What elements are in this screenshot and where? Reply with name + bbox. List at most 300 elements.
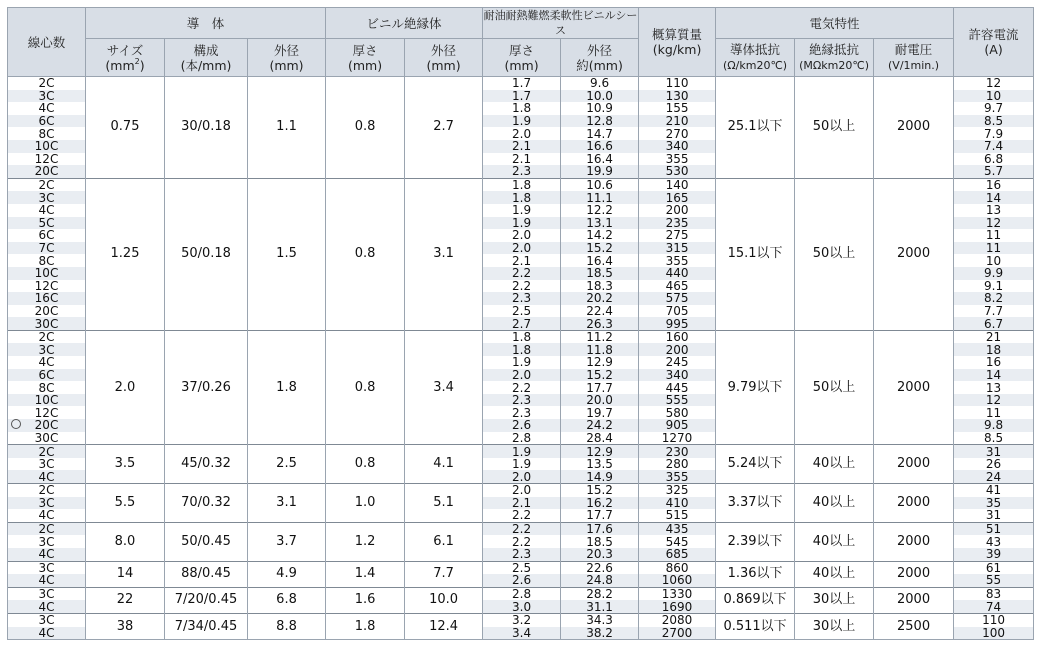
header-ins-thick xyxy=(326,39,405,77)
cell-sh-thick: 2.1 xyxy=(483,254,561,267)
cell-sh-od: 34.3 xyxy=(561,613,639,626)
cell-ins-thick: 1.4 xyxy=(326,561,405,587)
table-row xyxy=(8,77,1034,90)
cell-resistance: 1.36以下 xyxy=(716,561,795,587)
cell-cores: 4C xyxy=(8,548,86,561)
cell-ins-thick: 1.2 xyxy=(326,522,405,561)
cell-weight: 160 xyxy=(639,330,716,343)
cell-weight: 1690 xyxy=(639,600,716,613)
cell-sh-od: 13.5 xyxy=(561,458,639,471)
cell-current: 35 xyxy=(954,497,1034,510)
cell-sh-od: 12.8 xyxy=(561,115,639,128)
cell-cores: 16C xyxy=(8,292,86,305)
cell-sh-od: 28.4 xyxy=(561,432,639,445)
cell-voltage: 2000 xyxy=(874,561,954,587)
circle-mark-icon xyxy=(11,419,21,429)
cell-current: 9.7 xyxy=(954,102,1034,115)
cell-sh-od: 12.2 xyxy=(561,204,639,217)
cell-sh-od: 14.2 xyxy=(561,229,639,242)
cell-ins-od: 3.1 xyxy=(405,178,483,330)
cell-current: 16 xyxy=(954,178,1034,191)
cell-sh-thick: 1.8 xyxy=(483,178,561,191)
cell-sh-thick: 2.1 xyxy=(483,153,561,166)
cell-current: 110 xyxy=(954,613,1034,626)
cell-sh-thick: 2.0 xyxy=(483,484,561,497)
cell-sh-thick: 3.4 xyxy=(483,627,561,640)
cell-cores: 20C xyxy=(8,305,86,318)
header-cond-od xyxy=(248,39,326,77)
cell-sh-od: 15.2 xyxy=(561,369,639,382)
cell-construction: 37/0.26 xyxy=(165,330,248,444)
cell-cores: 10C xyxy=(8,394,86,407)
cell-current: 12 xyxy=(954,394,1034,407)
cell-current: 7.4 xyxy=(954,140,1034,153)
header-size-label: サイズ xyxy=(106,42,144,58)
cell-sh-thick: 2.7 xyxy=(483,317,561,330)
header-size-close: ) xyxy=(139,57,145,73)
cell-sh-thick: 2.3 xyxy=(483,406,561,419)
cell-insulation-res: 40以上 xyxy=(795,445,874,484)
header-electrical: 電気特性 xyxy=(716,8,954,39)
cell-sh-thick: 2.0 xyxy=(483,229,561,242)
header-current xyxy=(954,8,1034,77)
cell-current: 31 xyxy=(954,509,1034,522)
cell-weight: 410 xyxy=(639,497,716,510)
cell-current: 6.7 xyxy=(954,317,1034,330)
cell-voltage: 2000 xyxy=(874,522,954,561)
cell-sh-thick: 2.2 xyxy=(483,267,561,280)
cell-weight: 465 xyxy=(639,280,716,293)
cell-size: 8.0 xyxy=(86,522,165,561)
cell-voltage: 2000 xyxy=(874,445,954,484)
cell-sh-od: 16.6 xyxy=(561,140,639,153)
cell-current: 24 xyxy=(954,470,1034,483)
header-resistance-unit: (Ω/km20℃) xyxy=(722,59,788,72)
cell-cores: 6C xyxy=(8,229,86,242)
cell-weight: 435 xyxy=(639,522,716,535)
cell-cores: 12C xyxy=(8,153,86,166)
header-sh-thick-unit: (mm) xyxy=(504,57,539,73)
cell-cores: 2C xyxy=(8,178,86,191)
header-resistance xyxy=(716,39,795,77)
cell-sh-od: 20.3 xyxy=(561,548,639,561)
cell-weight: 155 xyxy=(639,102,716,115)
cell-ins-od: 10.0 xyxy=(405,587,483,613)
cell-size: 0.75 xyxy=(86,77,165,179)
cell-size: 14 xyxy=(86,561,165,587)
cell-current: 31 xyxy=(954,445,1034,458)
cell-sh-od: 11.1 xyxy=(561,191,639,204)
cell-weight: 340 xyxy=(639,369,716,382)
cell-current: 10 xyxy=(954,254,1034,267)
cell-weight: 705 xyxy=(639,305,716,318)
cell-cores: 3C xyxy=(8,90,86,103)
cell-weight: 1060 xyxy=(639,574,716,587)
cell-weight: 575 xyxy=(639,292,716,305)
cell-cores: 8C xyxy=(8,127,86,140)
table-row xyxy=(8,522,1034,535)
cell-cores: 4C xyxy=(8,102,86,115)
cell-weight: 2080 xyxy=(639,613,716,626)
cell-current: 11 xyxy=(954,229,1034,242)
cell-ins-thick: 0.8 xyxy=(326,178,405,330)
cell-current: 39 xyxy=(954,548,1034,561)
header-resistance-label: 導体抵抗 xyxy=(730,42,781,57)
cell-cond-od: 1.5 xyxy=(248,178,326,330)
header-conductor: 導 体 xyxy=(86,8,326,39)
cell-sh-thick: 3.2 xyxy=(483,613,561,626)
cell-ins-od: 5.1 xyxy=(405,484,483,523)
cell-sh-thick: 2.0 xyxy=(483,470,561,483)
cell-sh-od: 16.2 xyxy=(561,497,639,510)
cell-weight: 230 xyxy=(639,445,716,458)
cell-sh-thick: 1.8 xyxy=(483,343,561,356)
cell-sh-od: 10.6 xyxy=(561,178,639,191)
cell-construction: 30/0.18 xyxy=(165,77,248,179)
cell-current: 7.9 xyxy=(954,127,1034,140)
cell-sh-thick: 2.0 xyxy=(483,369,561,382)
cell-current: 8.5 xyxy=(954,432,1034,445)
cell-cores: 5C xyxy=(8,217,86,230)
cell-sh-thick: 2.5 xyxy=(483,561,561,574)
header-construction-unit: (本/mm) xyxy=(180,57,232,73)
cell-weight: 515 xyxy=(639,509,716,522)
cell-sh-od: 16.4 xyxy=(561,254,639,267)
cell-weight: 685 xyxy=(639,548,716,561)
cell-sh-od: 13.1 xyxy=(561,217,639,230)
cell-cores: 2C xyxy=(8,484,86,497)
cell-cond-od: 4.9 xyxy=(248,561,326,587)
cell-resistance: 0.869以下 xyxy=(716,587,795,613)
cell-current: 8.5 xyxy=(954,115,1034,128)
cell-voltage: 2000 xyxy=(874,484,954,523)
cell-current: 83 xyxy=(954,587,1034,600)
cell-current: 10 xyxy=(954,90,1034,103)
cell-resistance: 25.1以下 xyxy=(716,77,795,179)
cell-weight: 130 xyxy=(639,90,716,103)
cell-weight: 580 xyxy=(639,406,716,419)
header-ins-od xyxy=(405,39,483,77)
cell-cores: 30C xyxy=(8,432,86,445)
cell-weight: 200 xyxy=(639,343,716,356)
cell-sh-thick: 2.8 xyxy=(483,587,561,600)
cell-insulation-res: 50以上 xyxy=(795,77,874,179)
header-sh-od-label: 外径 xyxy=(587,42,613,58)
cell-current: 43 xyxy=(954,535,1034,548)
cell-weight: 315 xyxy=(639,242,716,255)
cell-sh-thick: 1.8 xyxy=(483,330,561,343)
cell-sh-od: 26.3 xyxy=(561,317,639,330)
header-insulation-res-unit: (MΩkm20℃) xyxy=(799,59,869,72)
cell-sh-thick: 2.3 xyxy=(483,548,561,561)
header-cores: 線心数 xyxy=(8,8,86,77)
cell-sh-od: 17.7 xyxy=(561,509,639,522)
cell-cores: 3C xyxy=(8,191,86,204)
cell-ins-od: 2.7 xyxy=(405,77,483,179)
header-current-label: 許容電流 xyxy=(968,27,1019,42)
cell-weight: 235 xyxy=(639,217,716,230)
cell-weight: 245 xyxy=(639,356,716,369)
cell-weight: 995 xyxy=(639,317,716,330)
cell-sh-thick: 1.9 xyxy=(483,217,561,230)
cell-sh-od: 14.7 xyxy=(561,127,639,140)
cell-cores: 12C xyxy=(8,280,86,293)
cell-current: 61 xyxy=(954,561,1034,574)
cell-current: 51 xyxy=(954,522,1034,535)
cell-weight: 905 xyxy=(639,419,716,432)
table-row xyxy=(8,178,1034,191)
cell-current: 12 xyxy=(954,77,1034,90)
cell-weight: 110 xyxy=(639,77,716,90)
header-insulation-res-label: 絶縁抵抗 xyxy=(809,42,860,57)
cell-current: 13 xyxy=(954,381,1034,394)
cell-current: 21 xyxy=(954,330,1034,343)
cell-sh-thick: 2.2 xyxy=(483,280,561,293)
cell-size: 5.5 xyxy=(86,484,165,523)
cell-cores: 4C xyxy=(8,509,86,522)
cell-ins-od: 6.1 xyxy=(405,522,483,561)
cell-sh-od: 17.6 xyxy=(561,522,639,535)
header-weight xyxy=(639,8,716,77)
cell-sh-thick: 2.0 xyxy=(483,242,561,255)
header-sh-od xyxy=(561,39,639,77)
cell-sh-od: 11.2 xyxy=(561,330,639,343)
cell-size: 1.25 xyxy=(86,178,165,330)
cell-weight: 355 xyxy=(639,470,716,483)
cell-cores: 4C xyxy=(8,204,86,217)
table-row xyxy=(8,561,1034,574)
table-row xyxy=(8,613,1034,626)
header-ins-od-label: 外径 xyxy=(431,42,457,58)
cell-sh-od: 20.2 xyxy=(561,292,639,305)
cell-weight: 280 xyxy=(639,458,716,471)
cell-sh-thick: 2.3 xyxy=(483,165,561,178)
cell-cond-od: 2.5 xyxy=(248,445,326,484)
cell-current: 18 xyxy=(954,343,1034,356)
cell-cond-od: 8.8 xyxy=(248,613,326,639)
cell-construction: 7/34/0.45 xyxy=(165,613,248,639)
cell-sh-thick: 2.2 xyxy=(483,509,561,522)
cell-sh-thick: 1.9 xyxy=(483,204,561,217)
cell-cores: 2C xyxy=(8,445,86,458)
cell-cores: 3C xyxy=(8,343,86,356)
cell-sh-od: 18.5 xyxy=(561,535,639,548)
header-weight-label: 概算質量 xyxy=(652,27,703,42)
cell-cond-od: 3.7 xyxy=(248,522,326,561)
cell-insulation-res: 50以上 xyxy=(795,330,874,444)
cell-current: 7.7 xyxy=(954,305,1034,318)
cell-sh-thick: 2.1 xyxy=(483,497,561,510)
cell-cores: 3C xyxy=(8,587,86,600)
cell-sh-thick: 1.7 xyxy=(483,90,561,103)
cell-ins-thick: 0.8 xyxy=(326,445,405,484)
cell-current: 55 xyxy=(954,574,1034,587)
cell-cond-od: 3.1 xyxy=(248,484,326,523)
cell-sh-thick: 1.9 xyxy=(483,356,561,369)
cell-cores: 20C xyxy=(8,165,86,178)
cell-weight: 355 xyxy=(639,153,716,166)
cell-cores: 10C xyxy=(8,140,86,153)
cell-weight: 860 xyxy=(639,561,716,574)
table-body xyxy=(8,77,1034,640)
cell-weight: 355 xyxy=(639,254,716,267)
cell-cores: 12C xyxy=(8,406,86,419)
cell-sh-od: 16.4 xyxy=(561,153,639,166)
cell-ins-thick: 1.6 xyxy=(326,587,405,613)
header-weight-unit: (kg/km) xyxy=(652,42,702,57)
header-construction xyxy=(165,39,248,77)
cell-sh-thick: 2.3 xyxy=(483,292,561,305)
cell-weight: 440 xyxy=(639,267,716,280)
cell-cores: 6C xyxy=(8,115,86,128)
cell-sh-thick: 1.7 xyxy=(483,77,561,90)
header-sh-thick-label: 厚さ xyxy=(509,42,535,58)
cell-current: 16 xyxy=(954,356,1034,369)
cell-sh-od: 10.9 xyxy=(561,102,639,115)
cell-cores: 4C xyxy=(8,470,86,483)
cell-sh-thick: 2.6 xyxy=(483,419,561,432)
cell-cores: 3C xyxy=(8,458,86,471)
table-header xyxy=(8,8,1034,77)
cell-construction: 70/0.32 xyxy=(165,484,248,523)
cell-sh-thick: 1.8 xyxy=(483,191,561,204)
cell-sh-thick: 3.0 xyxy=(483,600,561,613)
cell-weight: 2700 xyxy=(639,627,716,640)
cell-weight: 545 xyxy=(639,535,716,548)
cell-ins-od: 7.7 xyxy=(405,561,483,587)
cell-construction: 7/20/0.45 xyxy=(165,587,248,613)
cell-sh-thick: 2.3 xyxy=(483,394,561,407)
cell-ins-thick: 1.8 xyxy=(326,613,405,639)
table-row xyxy=(8,330,1034,343)
cell-current: 8.2 xyxy=(954,292,1034,305)
header-ins-thick-unit: (mm) xyxy=(347,57,383,73)
cell-weight: 165 xyxy=(639,191,716,204)
cell-voltage: 2000 xyxy=(874,330,954,444)
cell-construction: 88/0.45 xyxy=(165,561,248,587)
cell-size: 2.0 xyxy=(86,330,165,444)
cell-resistance: 0.511以下 xyxy=(716,613,795,639)
cell-ins-thick: 0.8 xyxy=(326,330,405,444)
header-ins-thick-label: 厚さ xyxy=(352,42,378,58)
cell-sh-od: 28.2 xyxy=(561,587,639,600)
cell-cores: 4C xyxy=(8,574,86,587)
cell-construction: 50/0.45 xyxy=(165,522,248,561)
cell-sh-thick: 2.0 xyxy=(483,127,561,140)
cell-weight: 340 xyxy=(639,140,716,153)
cell-size: 22 xyxy=(86,587,165,613)
cell-cores: 2C xyxy=(8,77,86,90)
cell-weight: 445 xyxy=(639,381,716,394)
cable-spec-table xyxy=(7,7,1034,640)
header-cond-od-label: 外径 xyxy=(274,42,300,58)
cell-cores: 4C xyxy=(8,627,86,640)
cell-sh-thick: 2.6 xyxy=(483,574,561,587)
cell-ins-od: 4.1 xyxy=(405,445,483,484)
cell-sh-od: 19.7 xyxy=(561,406,639,419)
cell-voltage: 2000 xyxy=(874,178,954,330)
cell-insulation-res: 40以上 xyxy=(795,484,874,523)
cell-resistance: 15.1以下 xyxy=(716,178,795,330)
table-row xyxy=(8,445,1034,458)
cell-cond-od: 6.8 xyxy=(248,587,326,613)
cell-cores: 6C xyxy=(8,369,86,382)
cell-sh-thick: 2.8 xyxy=(483,432,561,445)
cable-spec-table-container xyxy=(7,7,1033,647)
cell-sh-thick: 1.9 xyxy=(483,445,561,458)
cell-cores: 3C xyxy=(8,561,86,574)
cell-cores: 4C xyxy=(8,600,86,613)
cell-sh-thick: 1.8 xyxy=(483,102,561,115)
cell-size: 3.5 xyxy=(86,445,165,484)
cell-current: 11 xyxy=(954,242,1034,255)
cell-weight: 270 xyxy=(639,127,716,140)
cell-sh-od: 14.9 xyxy=(561,470,639,483)
header-size-sup: 2 xyxy=(134,56,140,66)
cell-sh-od: 31.1 xyxy=(561,600,639,613)
cell-weight: 140 xyxy=(639,178,716,191)
cell-cond-od: 1.1 xyxy=(248,77,326,179)
cell-insulation-res: 30以上 xyxy=(795,587,874,613)
cell-resistance: 9.79以下 xyxy=(716,330,795,444)
cell-sh-od: 12.9 xyxy=(561,445,639,458)
cell-voltage: 2500 xyxy=(874,613,954,639)
header-size-unit: (mm xyxy=(105,57,135,73)
cell-construction: 50/0.18 xyxy=(165,178,248,330)
cell-ins-od: 12.4 xyxy=(405,613,483,639)
cell-cores: 30C xyxy=(8,317,86,330)
header-cond-od-unit: (mm) xyxy=(269,57,304,73)
cell-current: 74 xyxy=(954,600,1034,613)
cell-weight: 210 xyxy=(639,115,716,128)
cell-sh-thick: 2.1 xyxy=(483,140,561,153)
cell-current: 14 xyxy=(954,191,1034,204)
table-row xyxy=(8,484,1034,497)
cell-weight: 530 xyxy=(639,165,716,178)
cell-sh-thick: 1.9 xyxy=(483,458,561,471)
cell-sh-thick: 2.5 xyxy=(483,305,561,318)
cell-sh-od: 38.2 xyxy=(561,627,639,640)
cell-insulation-res: 50以上 xyxy=(795,178,874,330)
cell-sh-od: 20.0 xyxy=(561,394,639,407)
cell-resistance: 3.37以下 xyxy=(716,484,795,523)
cell-weight: 1330 xyxy=(639,587,716,600)
cell-current: 11 xyxy=(954,406,1034,419)
cell-sh-od: 9.6 xyxy=(561,77,639,90)
cell-current: 9.9 xyxy=(954,267,1034,280)
cell-cores: 10C xyxy=(8,267,86,280)
cell-construction: 45/0.32 xyxy=(165,445,248,484)
cell-sh-thick: 2.2 xyxy=(483,535,561,548)
header-voltage-label: 耐電圧 xyxy=(894,42,933,57)
cell-sh-od: 22.4 xyxy=(561,305,639,318)
cell-size: 38 xyxy=(86,613,165,639)
cell-cores: 3C xyxy=(8,613,86,626)
cell-current: 6.8 xyxy=(954,153,1034,166)
cell-cond-od: 1.8 xyxy=(248,330,326,444)
cell-sh-od: 11.8 xyxy=(561,343,639,356)
cell-sh-od: 15.2 xyxy=(561,484,639,497)
cell-insulation-res: 40以上 xyxy=(795,561,874,587)
header-sh-thick xyxy=(483,39,561,77)
cell-weight: 1270 xyxy=(639,432,716,445)
header-current-unit: (A) xyxy=(984,42,1003,57)
cell-sh-thick: 1.9 xyxy=(483,115,561,128)
cell-cores: 20C xyxy=(8,419,86,432)
cell-cores: 4C xyxy=(8,356,86,369)
cell-current: 100 xyxy=(954,627,1034,640)
cell-weight: 200 xyxy=(639,204,716,217)
